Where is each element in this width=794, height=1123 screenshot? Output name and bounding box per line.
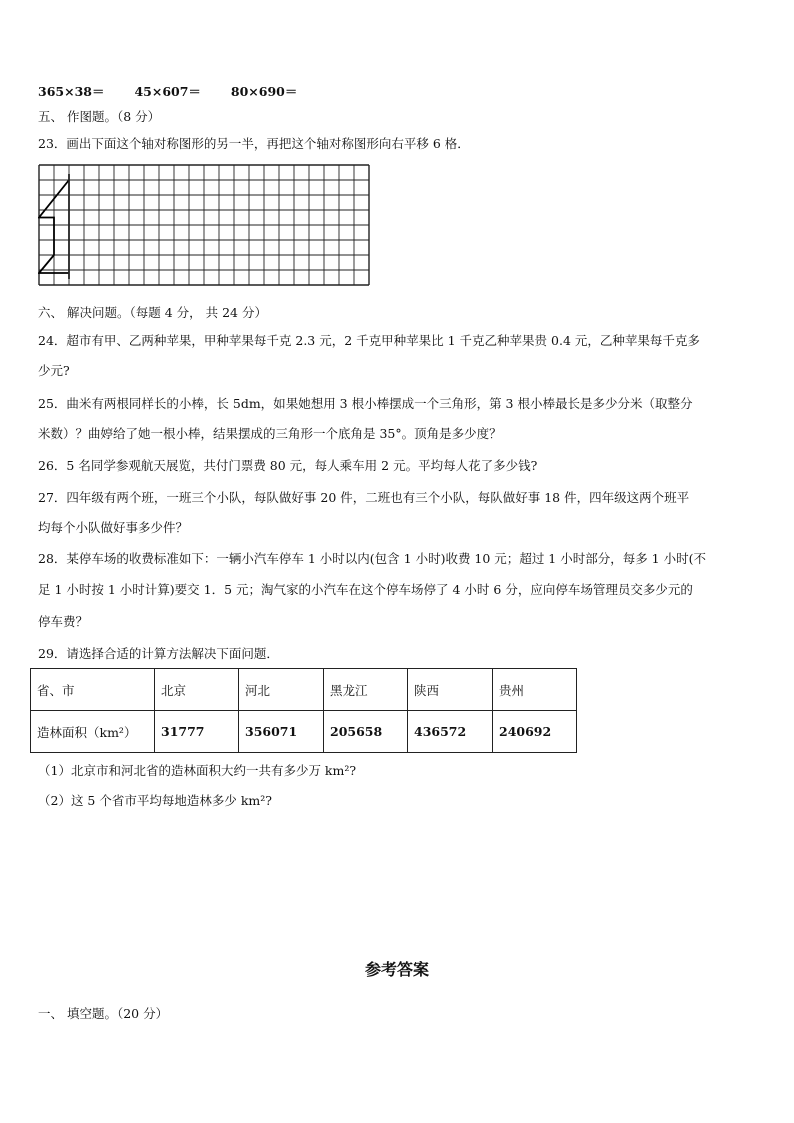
grid-svg: [38, 164, 370, 296]
question-23: 23．画出下面这个轴对称图形的另一半，再把这个轴对称图形向右平移 6 格．: [38, 136, 470, 151]
question-29: 29．请选择合适的计算方法解决下面问题．: [38, 646, 279, 661]
table-header-cell: 贵州: [493, 669, 577, 711]
section-5-heading: 五、 作图题。（8 分）: [38, 109, 161, 124]
question-28-line3: 停车费？: [38, 614, 89, 629]
table-header-cell: 省、市: [31, 669, 155, 711]
calc-item: 45×607＝: [134, 84, 201, 99]
table-header-cell: 河北: [239, 669, 324, 711]
table-header-cell: 北京: [155, 669, 239, 711]
table-cell: 31777: [155, 711, 239, 753]
answer-title: 参考答案: [364, 960, 429, 979]
table-row: [31, 711, 577, 753]
question-26: 26．5 名同学参观航天展览，共付门票费 80 元，每人乘车用 2 元。平均每人花了多少钱?: [38, 458, 538, 473]
question-28-line2: 足 1 小时按 1 小时计算)要交 1．5 元；淘气家的小汽车在这个停车场停了 4 小时 6 分，应向停车场管理员交多少元的: [38, 582, 693, 597]
section-1-heading: 一、 填空题。（20 分）: [38, 1006, 169, 1021]
afforestation-table: [30, 668, 577, 753]
question-25-line2: 米数）？曲婷给了她一根小棒，结果摆成的三角形一个底角是 35°。顶角是多少度？: [38, 426, 502, 441]
drawing-grid: [38, 164, 370, 300]
question-28-line1: 28．某停车场的收费标准如下：一辆小汽车停车 1 小时以内(包含 1 小时)收费 10 元；超过 1 小时部分，每多 1 小时(不: [38, 551, 706, 566]
table-cell: 356071: [239, 711, 324, 753]
question-27-line1: 27．四年级有两个班，一班三个小队，每队做好事 20 件，二班也有三个小队，每队做好事 18 件，四年级这两个班平: [38, 490, 690, 505]
calc-item: 365×38＝: [38, 84, 105, 99]
question-24-line1: 24．超市有甲、乙两种苹果，甲种苹果每千克 2.3 元，2 千克甲种苹果比 1 千克乙种苹果贵 0.4 元，乙种苹果每千克多: [38, 333, 700, 348]
table-cell: 240692: [493, 711, 577, 753]
section-6-heading: 六、 解决问题。（每题 4 分， 共 24 分）: [38, 305, 267, 320]
table-cell: 205658: [324, 711, 408, 753]
table-header-cell: 陕西: [408, 669, 493, 711]
question-29-part1: （1）北京市和河北省的造林面积大约一共有多少万 km²?: [38, 763, 357, 778]
question-29-part2: （2）这 5 个省市平均每地造林多少 km²?: [38, 793, 272, 808]
table-cell: 436572: [408, 711, 493, 753]
question-27-line2: 均每个小队做好事多少件？: [38, 520, 189, 535]
table-header-cell: 黑龙江: [324, 669, 408, 711]
calc-item: 80×690＝: [230, 84, 298, 99]
table-row-label: 造林面积（km²）: [31, 711, 155, 753]
question-25-line1: 25．曲米有两根同样长的小棒，长 5dm，如果她想用 3 根小棒摆成一个三角形，第 3 根小棒最长是多少分米（取整分: [38, 396, 693, 411]
table-header-row: [31, 669, 577, 711]
calc-line: [38, 84, 760, 100]
question-24-line2: 少元?: [38, 363, 70, 378]
